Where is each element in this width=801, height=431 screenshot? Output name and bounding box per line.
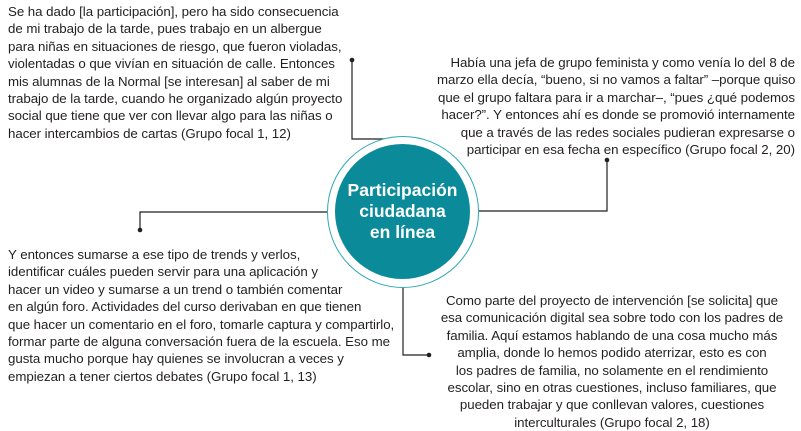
connector-top-right [473,160,607,211]
quote-line: familia. Aquí estamos hablando de una cosa mucho más [446,327,778,343]
quote-line: identificar cuáles pueden servir para una aplicación y [8,264,318,280]
center-hub [327,136,479,288]
quote-line: formar parte de alguna conversación fuera de la escuela. Eso me [8,334,390,350]
quote-line: marzo ella decía, “bueno, si no vamos a faltar” –porque quiso [437,72,796,88]
quote-line: Se ha dado [la participación], pero ha sido consecuencia [8,4,339,19]
center-title-line: ciudadana [359,201,446,221]
quote-line: en algún foro. Actividades del curso derivaban en que tienen [8,299,362,315]
quote-line: Y entonces sumarse a ese tipo de trends y verlos, [8,247,301,262]
center-title [348,180,458,243]
connector-bottom-left-end [138,228,143,233]
connector-bottom-right [403,280,429,355]
quote-top-left [8,3,353,142]
quote-line: hacer un video y sumarse a un trend o también comentar [8,281,343,297]
quote-line: pueden trabajar y que conllevan valores, cuestiones [459,397,765,413]
quote-top-right [437,54,795,158]
quote-line: violentadas o que vivían en situación de calle. Entonces [8,56,335,72]
quote-line: que hacer un comentario en el foro, tomarle captura y compartirlo, [8,316,395,332]
center-title-line: Participación [347,180,458,200]
center-circle [335,144,470,279]
quote-line: hacer intercambios de cartas (Grupo focal 1, 12) [8,125,291,141]
quote-line: que el grupo faltara para ir a marchar–, “pues ¿qué podemos [437,89,795,105]
quote-bottom-right [430,292,794,431]
quote-line: trabajo de la tarde, cuando he organizado algún proyecto [8,91,343,107]
quote-line: social que tiene que ver con llevar algo para las niñas o [8,108,333,124]
quote-line: amplia, donde lo hemos podido aterrizar, esto es con [457,345,767,361]
center-title-line: en línea [369,222,436,242]
quote-line: los padres de familia, no solamente en el rendimiento [455,362,769,378]
quote-line: para niñas en situaciones de riesgo, que fueron violadas, [8,38,342,54]
quote-line: participar en esa fecha en específico (Grupo focal 2, 20) [466,142,795,158]
quote-line: gusta mucho porque hay quienes se involucran a veces y [8,351,344,367]
quote-line: empiezan a tener ciertos debates (Grupo focal 1, 13) [8,368,317,384]
quote-bottom-left [8,246,403,385]
connector-bottom-left [140,212,327,230]
quote-line: Había una jefa de grupo feminista y como venía lo del 8 de [450,55,795,70]
quote-line: que a través de las redes sociales pudieran expresarse o [460,124,795,140]
quote-line: escolar, sino en otras cuestiones, incluso familiares, que [447,380,777,396]
quote-line: interculturales (Grupo focal 2, 18) [514,414,710,430]
quote-line: hacer?”. Y entonces ahí es donde se promovió internamente [441,107,795,123]
quote-line: Como parte del proyecto de intervención [se solicita] que [446,293,778,308]
quote-line: mis alumnas de la Normal [se interesan] al saber de mi [8,73,330,89]
quote-line: esa comunicación digital sea sobre todo con los padres de [440,310,784,326]
quote-line: de mi trabajo de la tarde, pues trabajo en un albergue [8,21,322,37]
